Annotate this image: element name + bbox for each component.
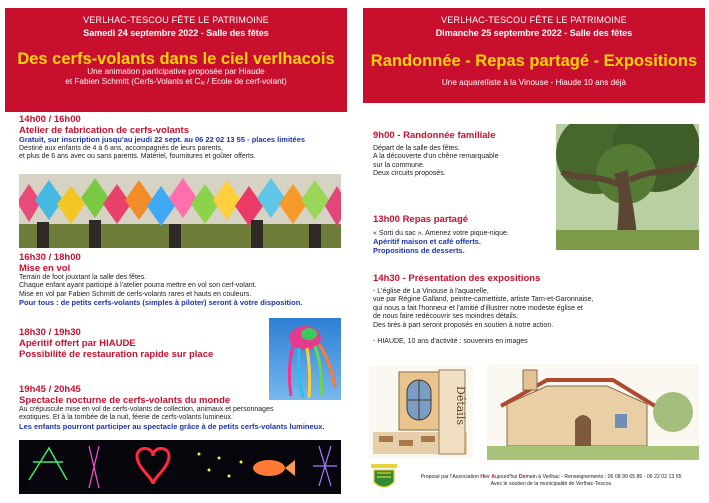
flight-section — [19, 252, 339, 308]
exhibitions-section — [373, 273, 673, 346]
night-show-time: 19h45 / 20h45 — [19, 384, 81, 395]
workshop-title: Atelier de fabrication de cerfs-volants — [19, 125, 189, 136]
exhibitions-text-5: Des tirés à part seront proposés en soutien à notre action. — [373, 321, 554, 329]
banner-subtitle: Une aquarelliste à la Vinouse - Hiaude 10 ans déjà — [441, 78, 627, 87]
hike-title: 9h00 - Randonnée familiale — [373, 130, 496, 141]
village-crest-logo — [371, 464, 397, 492]
saturday-panel — [5, 8, 347, 496]
hike-text-3: sur la commune. — [373, 161, 425, 169]
flight-text-2: Chaque enfant ayant participé à l'atelier pourra mettre en vol son cerf-volant. — [19, 282, 257, 290]
banner-subtitle-2: et Fabien Schmitt (Cerfs-Volants et Cᵢₑ / Ecole de cerf-volant) — [65, 77, 287, 86]
hike-text-1: Départ de la salle des fêtes. — [373, 145, 460, 152]
footer — [399, 474, 703, 488]
saturday-banner — [5, 8, 347, 112]
exhibitions-text-1: - L'église de La Vinouse à l'aquarelle, — [373, 288, 489, 295]
banner-title: Des cerfs-volants dans le ciel verlhacois — [17, 50, 335, 68]
night-show-section — [19, 384, 339, 431]
exhibitions-text-3: qui nous a fait l'honneur et l'amitié d'illustrer notre modeste église et — [373, 304, 583, 312]
night-show-text-2: exotiques. Et à la tombée de la nuit, féerie de cerfs-volants lumineux. — [19, 414, 234, 422]
footer-support: Avec le soutien de la municipalité de Verlhac-Tescou — [490, 481, 612, 487]
banner-org: VERLHAC-TESCOU FÊTE LE PATRIMOINE — [83, 15, 269, 25]
flight-title: Mise en vol — [19, 263, 71, 274]
workshop-registration: Gratuit, sur inscription jusqu'au jeudi 22 sept. au 06 22 02 13 55 - places limitées — [19, 135, 306, 144]
aperitif-food: Possibilité de restauration rapide sur place — [19, 349, 214, 360]
sunday-banner — [363, 8, 705, 103]
aperitif-section — [19, 327, 259, 360]
footer-association: Proposé par l'Association Hier Aujourd'hui Demain à Verlhac - Renseignements : 06 08 99 65 86 - 06 22 02 13 55 — [420, 474, 682, 480]
aperitif-title: Apéritif offert par HIAUDE — [19, 338, 136, 349]
lunch-offer-1: Apéritif maison et café offerts. — [373, 237, 481, 247]
workshop-text-2: et plus de 6 ans avec ou sans parents. Matériel, fournitures et goûter offerts. — [19, 152, 256, 160]
exhibitions-title: 14h30 - Présentation des expositions — [373, 273, 541, 284]
workshop-time: 14h00 / 16h00 — [19, 114, 81, 125]
night-show-title: Spectacle nocturne de cerfs-volants du monde — [19, 395, 231, 406]
kites-workshop-photo — [19, 174, 341, 248]
hike-section — [373, 130, 553, 179]
flight-text-3: Mise en vol par Fabien Schmitt de cerfs-volants rares et hauts en couleurs. — [19, 290, 252, 298]
night-show-text-1: Au crépuscule mise en vol de cerfs-volants de collection, animaux et personnages — [19, 406, 274, 413]
lunch-offer-2: Propositions de desserts. — [373, 245, 465, 255]
exhibitions-text-4: de nous faire redécouvrir ses moindres détails. — [373, 313, 519, 321]
night-show-note: Les enfants pourront participer au spectacle grâce à de petits cerfs-volants lumineux. — [19, 421, 325, 431]
hike-text-2: A la découverte d'un chêne remarquable — [373, 153, 499, 161]
watercolor-column-sketch — [435, 366, 477, 458]
flight-note: Pour tous : de petits cerfs-volants (simples à piloter) seront à votre disposition. — [19, 298, 303, 308]
flight-text-1: Terrain de foot jouxtant la salle des fêtes. — [19, 274, 147, 281]
banner-date: Samedi 24 septembre 2022 - Salle des fêtes — [83, 28, 269, 38]
lunch-section — [373, 214, 553, 255]
workshop-section — [19, 114, 339, 161]
workshop-text-1: Destiné aux enfants de 4 à 6 ans, accompagnés de leurs parents, — [19, 144, 223, 152]
banner-title: Randonnée - Repas partagé - Expositions — [370, 52, 698, 70]
hike-text-4: Deux circuits proposés. — [373, 170, 446, 178]
watercolor-church-sketch — [487, 364, 699, 460]
details-label: Détails — [454, 386, 467, 425]
exhibitions-text-6: - HIAUDE, 10 ans d'activité : souvenirs en images — [373, 338, 528, 346]
banner-date: Dimanche 25 septembre 2022 - Salle des fêtes — [435, 28, 633, 38]
aperitif-time: 18h30 / 19h30 — [19, 327, 81, 338]
lunch-text: « Sorti du sac ». Amenez votre pique-nique. — [373, 230, 509, 237]
lunch-title: 13h00 Repas partagé — [373, 214, 469, 225]
exhibitions-text-2: vue par Régine Galland, peintre-carnettiste, artiste Tarn-et-Garonnaise, — [373, 296, 594, 304]
banner-org: VERLHAC-TESCOU FÊTE LE PATRIMOINE — [441, 15, 627, 25]
flight-time: 16h30 / 18h00 — [19, 252, 81, 263]
luminous-kites-photo — [19, 440, 341, 494]
sunday-panel — [363, 8, 705, 496]
oak-tree-photo — [556, 124, 699, 250]
banner-subtitle-1: Une animation participative proposée par Hiaude — [87, 67, 265, 76]
